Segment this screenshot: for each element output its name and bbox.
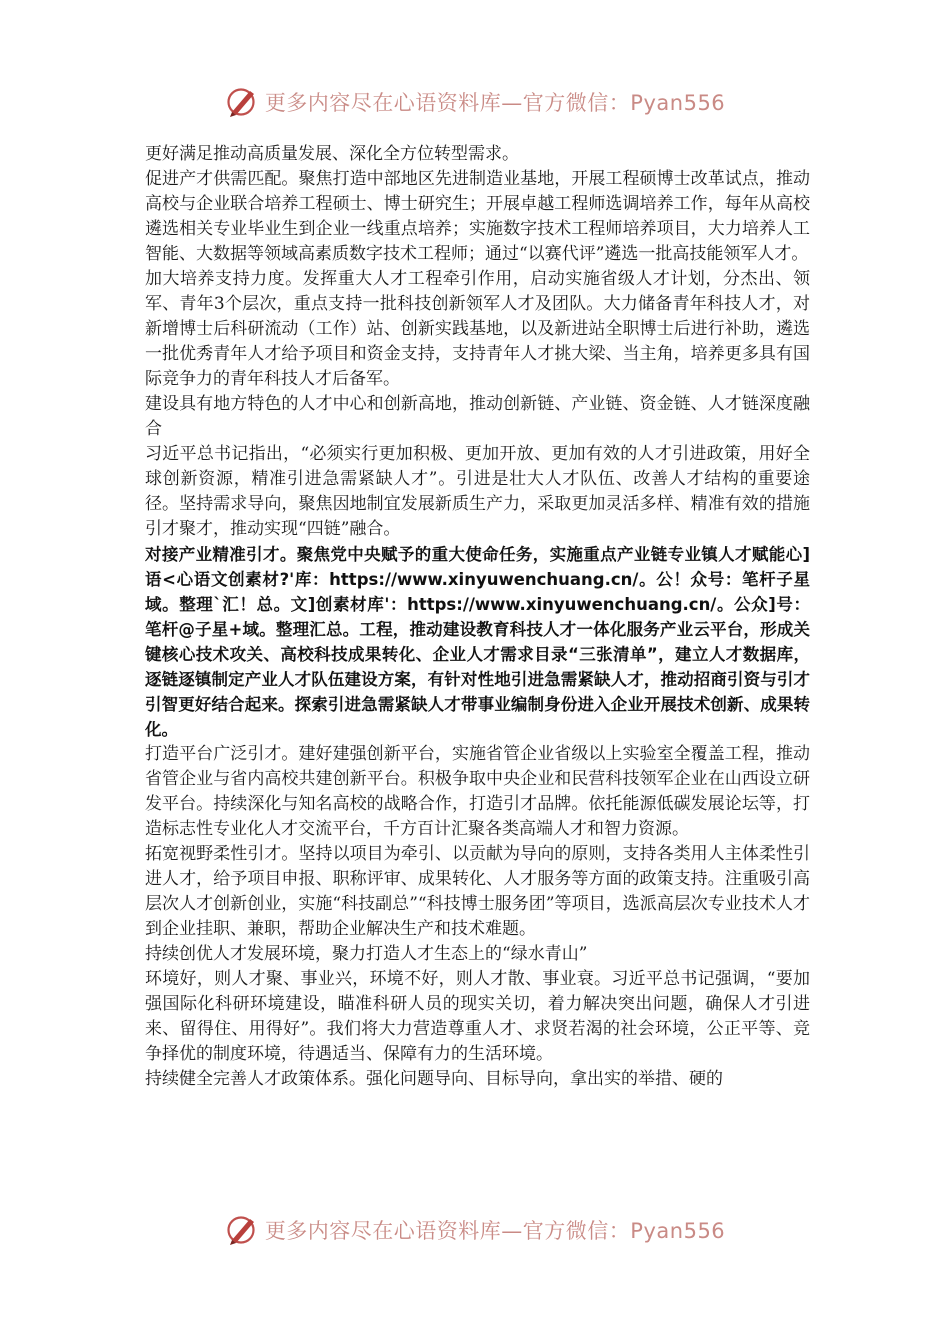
paragraph: 打造平台广泛引才。建好建强创新平台，实施省管企业省级以上实验室全覆盖工程，推动省管企业与省内高校共建创新平台。积极争取中央企业和民营科技领军企业在山西设立研发平台。持续深化与知名高校的战略合作，打造引才品牌。依托能源低碳发展论坛等，打造标志性专业化人才交流平台，千方百计汇聚各类高端人才和智力资源。 (145, 744, 810, 839)
paragraph: 持续健全完善人才政策体系。强化问题导向、目标导向，拿出实的举措、硬的 (145, 1069, 723, 1089)
footer-banner (0, 1208, 950, 1252)
section-heading: 持续创优人才发展环境，聚力打造人才生态上的“绿水青山” (145, 944, 588, 964)
header-banner (0, 80, 950, 124)
paragraph: 加大培养支持力度。发挥重大人才工程牵引作用，启动实施省级人才计划，分杰出、领军、青年3个层次，重点支持一批科技创新领军人才及团队。大力储备青年科技人才，对新增博士后科研流动（工作）站、创新实践基地，以及新进站全职博士后进行补助，遴选一批优秀青年人才给予项目和资金支持，支持青年人才挑大梁、当主角，培养更多具有国际竞争力的青年科技人才后备军。 (145, 269, 810, 389)
paragraph: 更好满足推动高质量发展、深化全方位转型需求。 (145, 144, 519, 164)
paragraph: 促进产才供需匹配。聚焦打造中部地区先进制造业基地，开展工程硕博士改革试点，推动高校与企业联合培养工程硕士、博士研究生；开展卓越工程师选调培养工作，每年从高校遴选相关专业毕业生到企业一线重点培养；实施数字技术工程师培养项目，大力培养人工智能、大数据等领域高素质数字技术工程师；通过“以赛代评”遴选一批高技能领军人才。 (145, 169, 810, 264)
paragraph: 拓宽视野柔性引才。坚持以项目为牵引、以贡献为导向的原则，支持各类用人主体柔性引进人才，给予项目申报、职称评审、成果转化、人才服务等方面的政策支持。注重吸引高层次人才创新创业，实施“科技副总”“科技博士服务团”等项目，选派高层次专业技术人才到企业挂职、兼职，帮助企业解决生产和技术难题。 (145, 844, 810, 939)
pen-logo-icon (225, 1213, 259, 1247)
pen-logo-icon (225, 85, 259, 119)
paragraph: 习近平总书记指出，“必须实行更加积极、更加开放、更加有效的人才引进政策，用好全球创新资源，精准引进急需紧缺人才”。引进是壮大人才队伍、改善人才结构的重要途径。坚持需求导向，聚焦因地制宜发展新质生产力，采取更加灵活多样、精准有效的措施引才聚才，推动实现“四链”融合。 (145, 444, 810, 539)
section-heading: 建设具有地方特色的人才中心和创新高地，推动创新链、产业链、资金链、人才链深度融合 (145, 394, 810, 439)
paragraph-with-watermark: 对接产业精准引才。聚焦党中央赋予的重大使命任务，实施重点产业链专业镇人才赋能心]语<心语文创素材?'库：https://www.xinyuwenchuang.cn/。公！众号：笔杆子星域。整理`汇！总。文]创素材库'：https://www.xinyuwenchuang.cn/。公众]号：笔杆@子星+域。整理汇总。工程，推动建设教育科技人才一体化服务产业云平台，形成关键核心技术攻关、高校科技成果转化、企业人才需求目录“三张清单”，建立人才数据库，逐链逐镇制定产业人才队伍建设方案，有针对性地引进急需紧缺人才，推动招商引资与引才引智更好结合起来。探索引进急需紧缺人才带事业编制身份进入企业开展技术创新、成果转化。 (145, 545, 810, 739)
document-body (145, 142, 810, 1092)
banner-text: 更多内容尽在心语资料库—官方微信：Pyan556 (264, 1219, 726, 1243)
paragraph: 环境好，则人才聚、事业兴，环境不好，则人才散、事业衰。习近平总书记强调，“要加强国际化科研环境建设，瞄准科研人员的现实关切，着力解决突出问题，确保人才引进来、留得住、用得好”。我们将大力营造尊重人才、求贤若渴的社会环境，公正平等、竞争择优的制度环境，待遇适当、保障有力的生活环境。 (145, 969, 810, 1064)
banner-text: 更多内容尽在心语资料库—官方微信：Pyan556 (264, 91, 726, 115)
